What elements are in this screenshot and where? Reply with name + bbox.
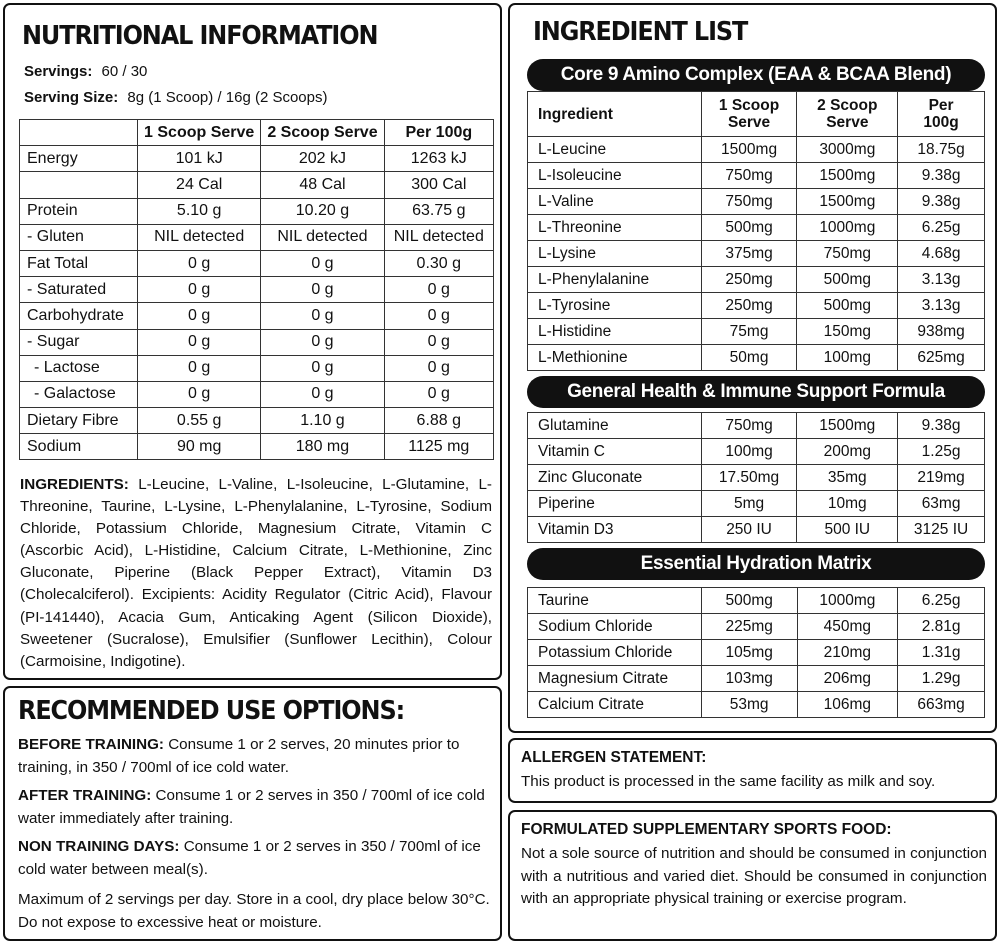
formulated-food-text: Not a sole source of nutrition and should be consumed in conjunction with a nutritious and varied diet. Should be consumed in conjunction with an appropriate physical training or exercise program. xyxy=(521,845,987,907)
ingredient-amount: 1000mg xyxy=(797,588,898,614)
ingredient-amount: 1500mg xyxy=(701,137,797,163)
before-training-label: BEFORE TRAINING: xyxy=(18,736,164,753)
ingredient-name: Piperine xyxy=(528,491,702,517)
nutrition-header-cell: 2 Scoop Serve xyxy=(261,120,384,146)
ingredient-amount: 3125 IU xyxy=(898,517,985,543)
ingredient-amount: 1000mg xyxy=(797,215,898,241)
ingredient-amount: 4.68g xyxy=(898,241,985,267)
ingredient-name: L-Isoleucine xyxy=(528,163,702,189)
ingredient-name: L-Leucine xyxy=(528,137,702,163)
ingredient-amount: 1500mg xyxy=(797,163,898,189)
ingredient-amount: 250mg xyxy=(701,293,797,319)
ingredient-row xyxy=(528,588,985,614)
ingredient-amount: 500 IU xyxy=(797,517,898,543)
ingredient-amount: 750mg xyxy=(797,241,898,267)
nutritional-information-title: NUTRITIONAL INFORMATION xyxy=(22,21,378,51)
nutrient-name: - Sugar xyxy=(20,329,138,355)
nutrition-table-header xyxy=(20,120,494,146)
ingredient-name: Potassium Chloride xyxy=(528,640,702,666)
nutrient-name: Dietary Fibre xyxy=(20,408,138,434)
ingredient-amount: 450mg xyxy=(797,614,898,640)
nutrient-value: 180 mg xyxy=(261,434,384,460)
after-training-paragraph xyxy=(18,785,495,830)
after-training-text: Consume 1 or 2 serves in 350 / 700ml of ice cold water immediately after training. xyxy=(18,787,485,827)
nutrition-header-cell: Per 100g xyxy=(384,120,493,146)
nutrient-value: 0 g xyxy=(261,355,384,381)
ingredient-row xyxy=(528,267,985,293)
nutrient-value: 0 g xyxy=(384,303,493,329)
servings-label: Servings: xyxy=(24,63,93,80)
ingredient-amount: 2.81g xyxy=(898,614,985,640)
ingredient-amount: 250mg xyxy=(701,267,797,293)
nutrient-value: 5.10 g xyxy=(138,198,261,224)
ingredients-text: L-Leucine, L-Valine, L-Isoleucine, L-Glutamine, L-Threonine, Taurine, L-Lysine, L-Phenylalanine, L-Tyrosine, Sodium Chloride, Potassium Chloride, Magnesium Citrate, Vitamin C (Ascorbic Acid), L-Histidine, Calcium Citrate, L-Methionine, Zinc Gluconate, Piperine (Black Pepper Extract), Vitamin D3 (Cholecalciferol). Excipients: Acidity Regulator (Citric Acid), Flavour (PI-141440), Acacia Gum, Anticaking Agent (Silicon Dioxide), Sweetener (Sucralose), Emulsifier (Sunflower Lecithin), Colour (Carmoisine, Indigotine). xyxy=(20,476,492,670)
ingredient-row xyxy=(528,439,985,465)
servings-line xyxy=(24,63,147,80)
nutrition-row xyxy=(20,198,494,224)
ingredient-row xyxy=(528,413,985,439)
ingredient-amount: 200mg xyxy=(797,439,898,465)
ingredient-amount: 3000mg xyxy=(797,137,898,163)
ingredient-amount: 1500mg xyxy=(797,413,898,439)
nutrient-name: Fat Total xyxy=(20,250,138,276)
section-title-immune-support: General Health & Immune Support Formula xyxy=(527,376,985,408)
one-scoop-column-header: 1 Scoop Serve xyxy=(701,92,797,137)
ingredient-name: Calcium Citrate xyxy=(528,692,702,718)
non-training-days-label: NON TRAINING DAYS: xyxy=(18,838,180,855)
ingredient-name: L-Threonine xyxy=(528,215,702,241)
ingredient-name: Glutamine xyxy=(528,413,702,439)
ingredients-paragraph xyxy=(20,474,492,673)
ingredient-amount: 500mg xyxy=(797,267,898,293)
nutrition-row xyxy=(20,277,494,303)
per-100g-column-header: Per 100g xyxy=(898,92,985,137)
recommended-use-panel xyxy=(3,686,502,941)
ingredient-amount: 17.50mg xyxy=(701,465,797,491)
ingredient-amount: 206mg xyxy=(797,666,898,692)
nutrient-value: 0 g xyxy=(384,381,493,407)
nutrition-row xyxy=(20,303,494,329)
nutrient-value: NIL detected xyxy=(138,224,261,250)
nutrient-value: 0 g xyxy=(384,277,493,303)
ingredient-amount: 1.29g xyxy=(898,666,985,692)
hydration-matrix-table xyxy=(527,587,985,718)
ingredient-amount: 938mg xyxy=(898,319,985,345)
ingredient-amount: 500mg xyxy=(701,215,797,241)
ingredient-amount: 5mg xyxy=(701,491,797,517)
ingredient-amount: 375mg xyxy=(701,241,797,267)
ingredient-amount: 250 IU xyxy=(701,517,797,543)
ingredient-amount: 100mg xyxy=(797,345,898,371)
ingredient-list-title: INGREDIENT LIST xyxy=(533,17,748,47)
nutrient-value: 0 g xyxy=(261,250,384,276)
nutrient-value: 0.30 g xyxy=(384,250,493,276)
ingredient-amount: 1.25g xyxy=(898,439,985,465)
ingredient-amount: 53mg xyxy=(701,692,797,718)
nutrient-value: 202 kJ xyxy=(261,146,384,172)
formulated-food-title: FORMULATED SUPPLEMENTARY SPORTS FOOD: xyxy=(521,821,892,838)
ingredient-row xyxy=(528,241,985,267)
ingredient-amount: 225mg xyxy=(701,614,797,640)
nutrition-row xyxy=(20,172,494,198)
ingredient-row xyxy=(528,163,985,189)
ingredient-amount: 663mg xyxy=(898,692,985,718)
ingredient-name: L-Tyrosine xyxy=(528,293,702,319)
nutrient-value: NIL detected xyxy=(384,224,493,250)
amino-complex-table xyxy=(527,91,985,371)
nutrient-value: 0 g xyxy=(138,329,261,355)
nutrient-value: 300 Cal xyxy=(384,172,493,198)
nutrient-value: 1125 mg xyxy=(384,434,493,460)
ingredient-name: Taurine xyxy=(528,588,702,614)
ingredient-row xyxy=(528,517,985,543)
nutrient-name xyxy=(20,172,138,198)
ingredient-name: L-Valine xyxy=(528,189,702,215)
section-title-amino-complex: Core 9 Amino Complex (EAA & BCAA Blend) xyxy=(527,59,985,91)
nutrient-value: 0.55 g xyxy=(138,408,261,434)
ingredient-amount: 6.25g xyxy=(898,215,985,241)
nutrient-value: 0 g xyxy=(261,303,384,329)
ingredient-amount: 150mg xyxy=(797,319,898,345)
ingredient-row xyxy=(528,319,985,345)
nutrient-value: 10.20 g xyxy=(261,198,384,224)
nutrient-value: 0 g xyxy=(261,277,384,303)
ingredient-amount: 106mg xyxy=(797,692,898,718)
ingredient-amount: 3.13g xyxy=(898,267,985,293)
nutrient-value: 90 mg xyxy=(138,434,261,460)
ingredient-name: L-Histidine xyxy=(528,319,702,345)
ingredient-row xyxy=(528,465,985,491)
nutrient-value: 0 g xyxy=(138,381,261,407)
section-title-hydration-matrix: Essential Hydration Matrix xyxy=(527,548,985,580)
ingredient-amount: 35mg xyxy=(797,465,898,491)
ingredient-name: L-Phenylalanine xyxy=(528,267,702,293)
allergen-statement-text: This product is processed in the same facility as milk and soy. xyxy=(521,773,936,790)
ingredient-row xyxy=(528,345,985,371)
ingredient-list-panel xyxy=(508,3,997,733)
ingredient-amount: 75mg xyxy=(701,319,797,345)
nutrient-value: 48 Cal xyxy=(261,172,384,198)
two-scoop-column-header: 2 Scoop Serve xyxy=(797,92,898,137)
ingredient-amount: 500mg xyxy=(797,293,898,319)
ingredient-amount: 105mg xyxy=(701,640,797,666)
allergen-statement-panel xyxy=(508,738,997,803)
ingredient-row xyxy=(528,614,985,640)
nutrient-name: - Saturated xyxy=(20,277,138,303)
recommended-use-title: RECOMMENDED USE OPTIONS: xyxy=(18,696,405,726)
usage-note: Maximum of 2 servings per day. Store in a cool, dry place below 30°C. Do not expose to excessive heat or moisture. xyxy=(18,891,490,931)
before-training-text: Consume 1 or 2 serves, 20 minutes prior to training, in 350 / 700ml of ice cold water. xyxy=(18,736,460,776)
ingredient-row xyxy=(528,640,985,666)
ingredient-row xyxy=(528,293,985,319)
ingredient-row xyxy=(528,666,985,692)
ingredient-row xyxy=(528,189,985,215)
ingredient-row xyxy=(528,491,985,517)
ingredient-amount: 500mg xyxy=(701,588,797,614)
nutrient-value: 101 kJ xyxy=(138,146,261,172)
formulated-food-panel xyxy=(508,810,997,941)
nutrient-name: Energy xyxy=(20,146,138,172)
ingredient-amount: 1500mg xyxy=(797,189,898,215)
ingredient-row xyxy=(528,692,985,718)
ingredient-amount: 750mg xyxy=(701,413,797,439)
non-training-days-text: Consume 1 or 2 serves in 350 / 700ml of ice cold water between meal(s). xyxy=(18,838,481,878)
ingredient-name: L-Methionine xyxy=(528,345,702,371)
ingredient-name: Magnesium Citrate xyxy=(528,666,702,692)
ingredient-row xyxy=(528,215,985,241)
nutrition-row xyxy=(20,408,494,434)
nutrition-row xyxy=(20,434,494,460)
ingredient-amount: 18.75g xyxy=(898,137,985,163)
nutrition-row xyxy=(20,329,494,355)
ingredient-table-header xyxy=(528,92,985,137)
nutrient-value: 0 g xyxy=(384,355,493,381)
ingredients-label: INGREDIENTS: xyxy=(20,476,129,493)
nutrition-table xyxy=(19,119,494,460)
nutrient-value: 1.10 g xyxy=(261,408,384,434)
nutrition-row xyxy=(20,381,494,407)
after-training-label: AFTER TRAINING: xyxy=(18,787,152,804)
serving-size-label: Serving Size: xyxy=(24,89,119,106)
allergen-statement-title: ALLERGEN STATEMENT: xyxy=(521,749,707,766)
ingredient-amount: 210mg xyxy=(797,640,898,666)
ingredient-amount: 63mg xyxy=(898,491,985,517)
ingredient-name: Vitamin C xyxy=(528,439,702,465)
nutrient-value: 0 g xyxy=(138,277,261,303)
ingredient-amount: 9.38g xyxy=(898,163,985,189)
nutrient-value: 63.75 g xyxy=(384,198,493,224)
nutrition-row xyxy=(20,224,494,250)
ingredient-amount: 9.38g xyxy=(898,189,985,215)
nutrient-name: Sodium xyxy=(20,434,138,460)
nutrient-name: - Lactose xyxy=(20,355,138,381)
ingredient-amount: 100mg xyxy=(701,439,797,465)
ingredient-amount: 625mg xyxy=(898,345,985,371)
nutrient-name: Protein xyxy=(20,198,138,224)
nutrient-value: 0 g xyxy=(384,329,493,355)
ingredient-amount: 750mg xyxy=(701,163,797,189)
nutrition-header-cell: 1 Scoop Serve xyxy=(138,120,261,146)
ingredient-amount: 103mg xyxy=(701,666,797,692)
nutrient-name: - Galactose xyxy=(20,381,138,407)
nutrition-row xyxy=(20,250,494,276)
ingredient-name: Sodium Chloride xyxy=(528,614,702,640)
nutrient-value: 24 Cal xyxy=(138,172,261,198)
ingredient-row xyxy=(528,137,985,163)
ingredient-amount: 10mg xyxy=(797,491,898,517)
ingredient-amount: 219mg xyxy=(898,465,985,491)
ingredient-name: Vitamin D3 xyxy=(528,517,702,543)
nutrition-row xyxy=(20,146,494,172)
non-training-days-paragraph xyxy=(18,836,495,881)
nutrition-header-blank xyxy=(20,120,138,146)
ingredient-name: L-Lysine xyxy=(528,241,702,267)
nutrient-value: 0 g xyxy=(261,329,384,355)
ingredient-amount: 3.13g xyxy=(898,293,985,319)
nutrient-name: Carbohydrate xyxy=(20,303,138,329)
nutrient-value: 1263 kJ xyxy=(384,146,493,172)
nutrient-value: 0 g xyxy=(138,250,261,276)
ingredient-amount: 1.31g xyxy=(898,640,985,666)
immune-support-table xyxy=(527,412,985,543)
ingredient-amount: 750mg xyxy=(701,189,797,215)
nutrient-name: - Gluten xyxy=(20,224,138,250)
servings-value: 60 / 30 xyxy=(101,63,148,80)
nutrient-value: 0 g xyxy=(138,355,261,381)
nutritional-information-panel xyxy=(3,3,502,680)
ingredient-amount: 50mg xyxy=(701,345,797,371)
ingredient-amount: 6.25g xyxy=(898,588,985,614)
serving-size-value: 8g (1 Scoop) / 16g (2 Scoops) xyxy=(127,89,328,106)
ingredient-column-header: Ingredient xyxy=(528,92,702,137)
nutrient-value: NIL detected xyxy=(261,224,384,250)
nutrient-value: 6.88 g xyxy=(384,408,493,434)
nutrient-value: 0 g xyxy=(261,381,384,407)
ingredient-amount: 9.38g xyxy=(898,413,985,439)
ingredient-name: Zinc Gluconate xyxy=(528,465,702,491)
nutrient-value: 0 g xyxy=(138,303,261,329)
before-training-paragraph xyxy=(18,734,495,779)
nutrition-row xyxy=(20,355,494,381)
serving-size-line xyxy=(24,89,328,106)
